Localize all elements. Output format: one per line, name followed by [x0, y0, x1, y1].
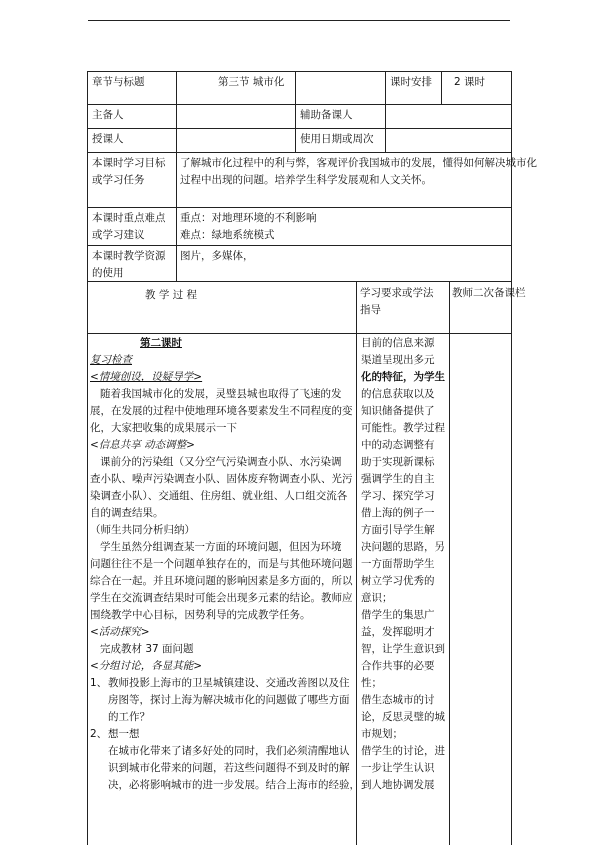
schedule-value: 2 课时	[454, 76, 486, 88]
label-teacher: 授课人	[92, 133, 124, 145]
label-date-week: 使用日期或周次	[300, 133, 374, 145]
goals-text: 了解城市化过程中的利与弊，客观评价我国城市的发展，懂得如何解决城市化 过程中出现的问题。培养学生科学发展观和人文关怀。	[180, 157, 537, 186]
main-preparer-field[interactable]	[177, 105, 295, 127]
resources-text: 图片，多媒体，	[180, 250, 254, 262]
lesson-title: 第二课时	[140, 337, 182, 349]
label-assist-preparer: 辅助备课人	[300, 109, 353, 121]
date-week-field[interactable]	[386, 129, 510, 151]
second-prep-field[interactable]	[450, 334, 510, 844]
method-header: 学习要求或学法 指导	[360, 287, 434, 316]
section-group-discussion: <分组讨论，各显其能>	[90, 660, 203, 672]
label-resources: 本课时教学资源 的使用	[92, 250, 166, 279]
teacher-field[interactable]	[177, 129, 295, 151]
label-main-preparer: 主备人	[92, 109, 124, 121]
section-explore: <活动探究>	[90, 626, 150, 638]
header-rule	[88, 20, 510, 21]
section-info-share: <信息共享 动态调整>	[90, 439, 195, 451]
second-prep-header: 教师二次备课栏	[452, 287, 526, 299]
assist-preparer-field[interactable]	[386, 105, 510, 127]
keypoints-text: 重点：对地理环境的不利影响 难点：绿地系统模式	[180, 212, 317, 241]
review-heading: 复习检查	[90, 354, 132, 366]
section-analysis: （师生共同分析归纳）	[90, 524, 195, 536]
process-header: 教 学 过 程	[145, 289, 198, 301]
label-keypoints: 本课时重点难点 或学习建议	[92, 212, 166, 241]
section-scenario: <情境创设，设疑导学>	[90, 371, 203, 383]
chapter-title: 第三节 城市化	[218, 76, 285, 88]
label-goals: 本课时学习目标 或学习任务	[92, 157, 166, 186]
label-chapter: 章节与标题	[92, 76, 145, 88]
label-schedule: 课时安排	[390, 76, 432, 88]
